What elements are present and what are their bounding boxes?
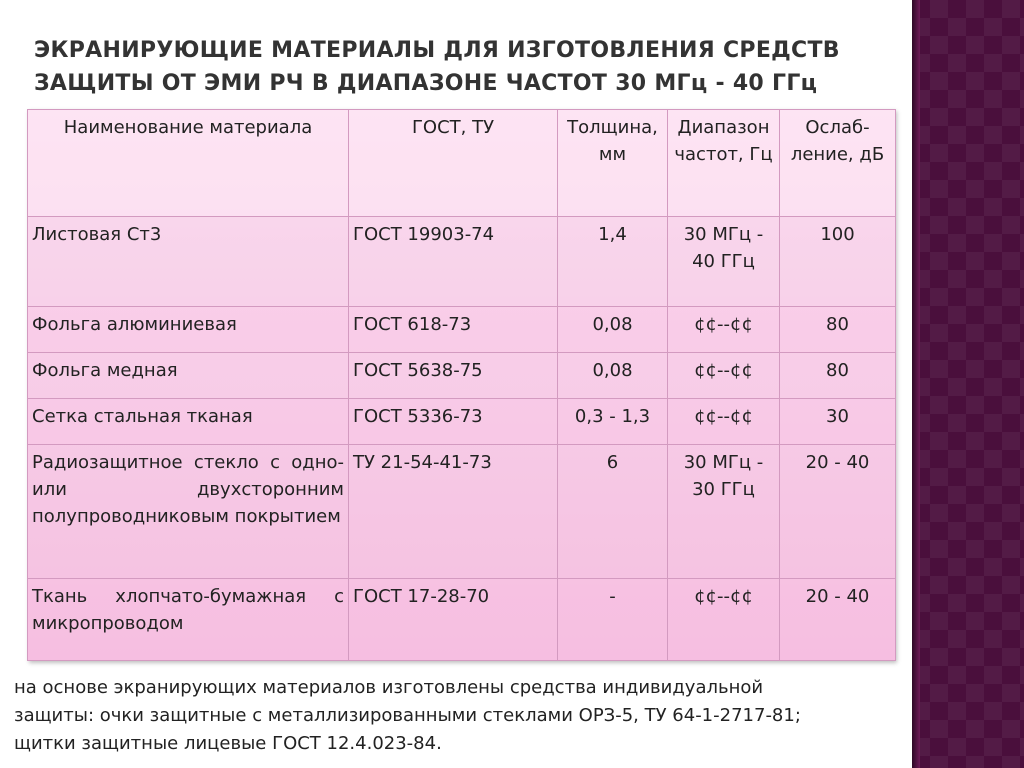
cell-material-name: Листовая Ст3	[28, 217, 349, 307]
header-frequency-range	[668, 110, 780, 217]
title-line-1: ЭКРАНИРУЮЩИЕ МАТЕРИАЛЫ ДЛЯ ИЗГОТОВЛЕНИЯ СРЕДСТВ	[34, 38, 840, 63]
cell-gost: ГОСТ 17-28-70	[349, 579, 558, 661]
materials-table	[27, 109, 896, 661]
title-line-2: ЗАЩИТЫ ОТ ЭМИ РЧ В ДИАПАЗОНЕ ЧАСТОТ 30 МГц - 40 ГГц	[34, 71, 818, 96]
cell-gost: ГОСТ 618-73	[349, 307, 558, 353]
cell-attenuation: 20 - 40	[780, 445, 896, 579]
table-row	[28, 217, 896, 307]
cell-attenuation: 80	[780, 353, 896, 399]
cell-material-name: Фольга алюминиевая	[28, 307, 349, 353]
decorative-side-bar	[912, 0, 1024, 768]
header-gost: ГОСТ, ТУ	[349, 110, 558, 217]
slide-title	[34, 34, 894, 100]
cell-frequency-range: ¢¢--¢¢	[668, 353, 780, 399]
footer-line-3: щитки защитные лицевые ГОСТ 12.4.023-84.	[14, 733, 442, 754]
header-range-line-1: Диапазон	[677, 117, 770, 138]
cell-thickness: 0,08	[558, 307, 668, 353]
table-row	[28, 399, 896, 445]
cell-thickness: 6	[558, 445, 668, 579]
cell-frequency-range: ¢¢--¢¢	[668, 579, 780, 661]
table-row	[28, 445, 896, 579]
cell-material-name: Ткань хлопчато-бумажная с микропроводом	[28, 579, 349, 661]
cell-gost: ГОСТ 5336-73	[349, 399, 558, 445]
cell-thickness: 1,4	[558, 217, 668, 307]
cell-attenuation: 30	[780, 399, 896, 445]
cell-material-name: Фольга медная	[28, 353, 349, 399]
table-row	[28, 307, 896, 353]
cell-gost: ГОСТ 19903-74	[349, 217, 558, 307]
cell-material-name: Радиозащитное стекло с одно- или двухсторонним полупроводниковым покрытием	[28, 445, 349, 579]
table-header-row	[28, 110, 896, 217]
cell-attenuation: 100	[780, 217, 896, 307]
cell-thickness: 0,3 - 1,3	[558, 399, 668, 445]
table-row	[28, 353, 896, 399]
header-attenuation-line-1: Ослаб-	[805, 117, 870, 138]
cell-attenuation: 20 - 40	[780, 579, 896, 661]
header-thickness-line-1: Толщина,	[567, 117, 658, 138]
cell-frequency-range	[668, 445, 780, 579]
header-attenuation-line-2: ление, дБ	[790, 144, 885, 165]
cell-thickness: 0,08	[558, 353, 668, 399]
header-range-line-2: частот, Гц	[674, 144, 773, 165]
footer-line-1: на основе экранирующих материалов изготовлены средства индивидуальной	[14, 677, 764, 698]
header-material-name: Наименование материала	[28, 110, 349, 217]
cell-material-name: Сетка стальная тканая	[28, 399, 349, 445]
cell-frequency-range	[668, 217, 780, 307]
table-row	[28, 579, 896, 661]
cell-range-line-2: 40 ГГц	[692, 251, 755, 272]
cell-range-line-1: 30 МГц -	[683, 224, 764, 245]
cell-thickness: -	[558, 579, 668, 661]
cell-frequency-range: ¢¢--¢¢	[668, 399, 780, 445]
header-attenuation	[780, 110, 896, 217]
header-thickness-line-2: мм	[598, 144, 627, 165]
cell-range-line-2: 30 ГГц	[692, 479, 755, 500]
footer-note	[14, 674, 904, 758]
cell-attenuation: 80	[780, 307, 896, 353]
cell-range-line-1: 30 МГц -	[683, 452, 764, 473]
cell-frequency-range: ¢¢--¢¢	[668, 307, 780, 353]
header-thickness	[558, 110, 668, 217]
footer-line-2: защиты: очки защитные с металлизированными стеклами ОРЗ-5, ТУ 64-1-2717-81;	[14, 705, 801, 726]
cell-gost: ТУ 21-54-41-73	[349, 445, 558, 579]
materials-table-container	[27, 109, 895, 661]
cell-gost: ГОСТ 5638-75	[349, 353, 558, 399]
